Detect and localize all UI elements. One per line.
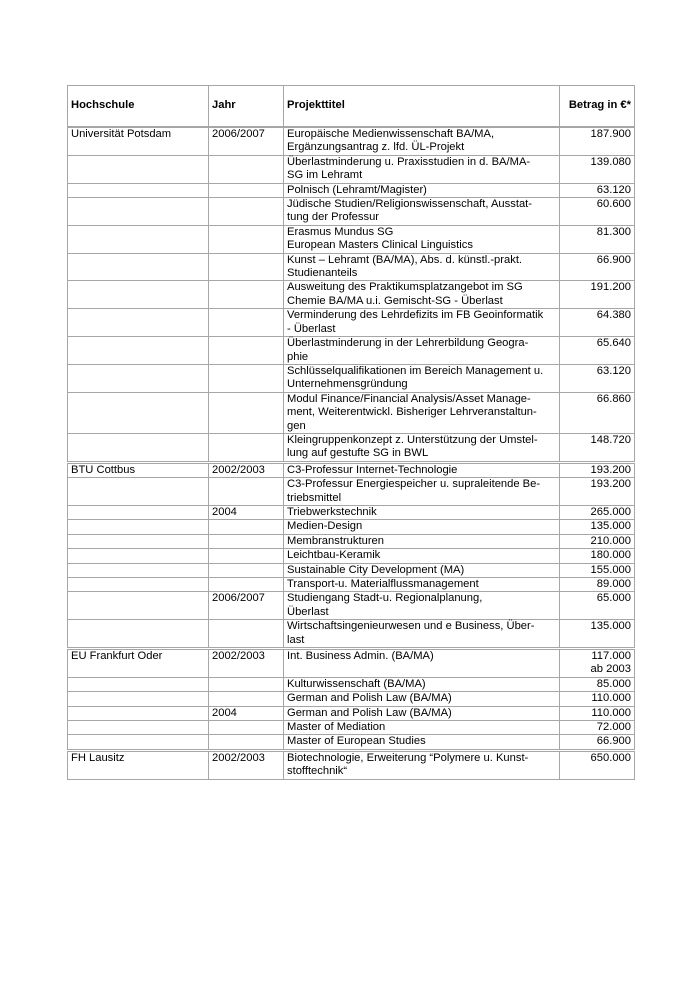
cell-title-line: Überlastminderung u. Praxisstudien in d. BA/MA- [287,155,531,168]
cell-amount [560,563,635,577]
cell-year: 2006/2007 [209,592,284,620]
cell-year [209,534,284,548]
cell-title-line: Master of European Studies [287,735,426,748]
cell-title-line: Triebwerkstechnik [287,505,377,518]
cell-title-line: C3-Professur Energiespeicher u. supraleitende Be- [287,478,541,491]
cell-title-line: ment, Weiterentwickl. Bisheriger Lehrveranstaltun- [287,406,537,419]
cell-year [209,198,284,226]
cell-year [209,520,284,534]
cell-school [68,392,209,433]
cell-year: 2002/2003 [209,750,284,779]
cell-title [284,692,560,706]
cell-title-line: Kleingruppenkonzept z. Unterstützung der Umstel- [287,433,538,446]
table-row [68,750,635,779]
cell-school [68,478,209,506]
cell-school: FH Lausitz [68,750,209,779]
cell-amount [560,692,635,706]
table-row [68,534,635,548]
cell-title [284,337,560,365]
cell-title [284,592,560,620]
cell-title [284,253,560,281]
cell-title-line: Kunst – Lehramt (BA/MA), Abs. d. künstl.-prakt. [287,253,523,266]
cell-year [209,478,284,506]
cell-title-line: Sustainable City Development (MA) [287,563,465,576]
cell-amount-line: 139.080 [590,155,631,168]
cell-year [209,692,284,706]
cell-title-line: Medien-Design [287,520,363,533]
cell-year [209,337,284,365]
cell-title-line: Int. Business Admin. (BA/MA) [287,650,434,663]
cell-amount [560,578,635,592]
table-row [68,198,635,226]
table-row [68,253,635,281]
header-year: Jahr [209,86,284,128]
cell-year: 2002/2003 [209,462,284,477]
cell-amount [560,337,635,365]
cell-amount-line: 193.200 [590,463,631,476]
cell-title-line: Kulturwissenschaft (BA/MA) [287,677,426,690]
cell-year [209,735,284,750]
cell-amount-line: 110.000 [591,692,631,705]
cell-amount [560,309,635,337]
cell-school: BTU Cottbus [68,462,209,477]
cell-amount [560,649,635,678]
table-row [68,309,635,337]
cell-title-line: German and Polish Law (BA/MA) [287,692,452,705]
cell-amount-line: 60.600 [596,198,631,211]
cell-title-line: Polnisch (Lehramt/Magister) [287,183,427,196]
cell-amount [560,549,635,563]
cell-amount [560,534,635,548]
cell-school [68,183,209,197]
cell-amount-line: 85.000 [596,677,631,690]
cell-amount [560,198,635,226]
cell-school [68,309,209,337]
cell-year [209,309,284,337]
cell-year [209,549,284,563]
cell-title-line: lung auf gestufte SG in BWL [287,447,429,460]
cell-year [209,281,284,309]
header-school: Hochschule [68,86,209,128]
cell-year: 2004 [209,505,284,519]
cell-amount-line: 65.000 [596,592,631,605]
cell-amount [560,721,635,735]
cell-school [68,620,209,649]
cell-school [68,692,209,706]
cell-title [284,225,560,253]
cell-title [284,706,560,720]
cell-title-line: Unternehmensgründung [287,378,408,391]
cell-title [284,183,560,197]
table-row [68,225,635,253]
cell-school [68,281,209,309]
cell-amount [560,225,635,253]
cell-year [209,253,284,281]
cell-year [209,578,284,592]
cell-school [68,578,209,592]
cell-year [209,155,284,183]
cell-school [68,735,209,750]
table-row [68,692,635,706]
cell-title-line: - Überlast [287,322,336,335]
table-row [68,505,635,519]
table-row [68,549,635,563]
cell-amount-line: 210.000 [590,534,631,547]
cell-amount [560,364,635,392]
cell-amount-line: 135.000 [590,520,631,533]
cell-amount-line: 180.000 [590,549,631,562]
cell-year [209,563,284,577]
cell-amount [560,155,635,183]
cell-title-line: Überlastminderung in der Lehrerbildung Geogra- [287,337,529,350]
cell-school [68,677,209,691]
table-row [68,520,635,534]
cell-title-line: German and Polish Law (BA/MA) [287,706,452,719]
header-title: Projekttitel [284,86,560,128]
cell-amount-line: 155.000 [590,563,631,576]
cell-year: 2002/2003 [209,649,284,678]
table-row [68,649,635,678]
table-row [68,735,635,750]
table-header-row [68,86,635,128]
cell-amount-line: 148.720 [590,433,631,446]
cell-school [68,534,209,548]
cell-amount [560,735,635,750]
cell-title-line: Ergänzungsantrag z. lfd. ÜL-Projekt [287,141,465,154]
cell-title-line: tung der Professur [287,211,380,224]
cell-school [68,505,209,519]
cell-amount-line: 63.120 [596,183,631,196]
cell-title [284,549,560,563]
cell-amount [560,505,635,519]
cell-title-line: triebsmittel [287,491,342,504]
cell-amount-line: 193.200 [590,478,631,491]
cell-school [68,433,209,462]
cell-amount [560,620,635,649]
cell-title [284,433,560,462]
cell-amount [560,478,635,506]
table-row [68,337,635,365]
cell-amount-line: 65.640 [596,337,631,350]
cell-school [68,549,209,563]
cell-title [284,281,560,309]
table-row [68,721,635,735]
cell-title-line: last [287,633,305,646]
cell-school [68,721,209,735]
cell-year [209,183,284,197]
cell-title-line: European Masters Clinical Linguistics [287,239,473,252]
cell-title-line: phie [287,350,309,363]
table-row [68,364,635,392]
table-row [68,677,635,691]
cell-school [68,364,209,392]
cell-title [284,578,560,592]
cell-title [284,127,560,155]
header-amount: Betrag in €* [560,86,635,128]
projects-table [67,85,635,780]
cell-amount [560,281,635,309]
cell-title [284,198,560,226]
cell-amount-line: 81.300 [596,225,631,238]
cell-school [68,520,209,534]
table-row [68,578,635,592]
cell-title [284,620,560,649]
cell-school [68,563,209,577]
cell-title-line: Schlüsselqualifikationen im Bereich Management u. [287,364,544,377]
cell-title [284,155,560,183]
cell-amount [560,392,635,433]
cell-title [284,534,560,548]
cell-title-line: Wirtschaftsingenieurwesen und e Business, Über- [287,620,535,633]
table-row [68,620,635,649]
cell-amount [560,253,635,281]
cell-title [284,478,560,506]
cell-title-line: Studiengang Stadt-u. Regionalplanung, [287,592,483,605]
cell-title [284,649,560,678]
table-row [68,127,635,155]
table-row [68,462,635,477]
cell-school [68,592,209,620]
cell-amount [560,433,635,462]
cell-amount-line: 89.000 [596,578,631,590]
cell-amount [560,677,635,691]
cell-school [68,706,209,720]
cell-amount [560,750,635,779]
table-row [68,183,635,197]
cell-amount-line: 117.000 [591,650,631,663]
cell-title-line: Modul Finance/Financial Analysis/Asset Manage- [287,392,531,405]
cell-school [68,253,209,281]
cell-year: 2006/2007 [209,127,284,155]
cell-title [284,677,560,691]
cell-title [284,505,560,519]
cell-year [209,364,284,392]
cell-title [284,721,560,735]
cell-amount [560,592,635,620]
cell-year [209,225,284,253]
cell-title [284,309,560,337]
cell-title-line: gen [287,419,306,432]
cell-title-line: Überlast [287,605,329,618]
cell-title [284,520,560,534]
cell-school [68,337,209,365]
cell-amount [560,520,635,534]
cell-school: EU Frankfurt Oder [68,649,209,678]
cell-amount-line: 650.000 [590,751,631,764]
cell-year [209,433,284,462]
cell-school [68,155,209,183]
cell-amount [560,462,635,477]
cell-year [209,620,284,649]
cell-amount-line: 187.900 [590,128,631,140]
cell-amount-line: 63.120 [596,364,631,377]
cell-title [284,563,560,577]
cell-year [209,392,284,433]
cell-school [68,225,209,253]
cell-amount [560,183,635,197]
cell-amount-line: 265.000 [590,505,631,518]
cell-title-line: Ausweitung des Praktikumsplatzangebot im SG [287,281,523,294]
table-row [68,281,635,309]
cell-title-line: Master of Mediation [287,721,386,734]
cell-title-line: Biotechnologie, Erweiterung “Polymere u. Kunst- [287,751,529,764]
table-row [68,392,635,433]
cell-amount [560,706,635,720]
table-row [68,478,635,506]
cell-title-line: Transport-u. Materialflussmanagement [287,578,479,590]
cell-amount-line: 66.860 [596,392,631,405]
cell-title [284,735,560,750]
cell-title-line: Jüdische Studien/Religionswissenschaft, Ausstat- [287,198,533,211]
cell-title [284,750,560,779]
table-row [68,706,635,720]
cell-title-line: Leichtbau-Keramik [287,549,381,562]
cell-amount-line: 66.900 [596,735,631,748]
cell-title-line: Membranstrukturen [287,534,384,547]
cell-title-line: stofftechnik“ [287,765,348,778]
cell-school: Universität Potsdam [68,127,209,155]
cell-title [284,392,560,433]
cell-amount-line: 191.200 [590,281,631,294]
table-row [68,592,635,620]
cell-title-line: Studienanteils [287,267,358,280]
cell-title [284,364,560,392]
cell-title-line: Chemie BA/MA u.i. Gemischt-SG - Überlast [287,294,503,307]
cell-amount-line: 72.000 [596,721,631,734]
cell-amount-line: 66.900 [596,253,631,266]
cell-title-line: C3-Professur Internet-Technologie [287,463,458,476]
cell-amount-line: 110.000 [591,706,631,719]
cell-amount-line: 135.000 [590,620,631,633]
cell-amount [560,127,635,155]
cell-amount-line: ab 2003 [590,663,631,676]
cell-year [209,677,284,691]
table-body [68,127,635,779]
cell-amount-line: 64.380 [596,309,631,322]
table-row [68,563,635,577]
cell-school [68,198,209,226]
table-row [68,433,635,462]
cell-title [284,462,560,477]
cell-title-line: Verminderung des Lehrdefizits im FB Geoinformatik [287,309,544,322]
cell-year: 2004 [209,706,284,720]
cell-title-line: Europäische Medienwissenschaft BA/MA, [287,128,495,140]
cell-title-line: Erasmus Mundus SG [287,225,394,238]
cell-year [209,721,284,735]
cell-title-line: SG im Lehramt [287,169,363,182]
table-row [68,155,635,183]
